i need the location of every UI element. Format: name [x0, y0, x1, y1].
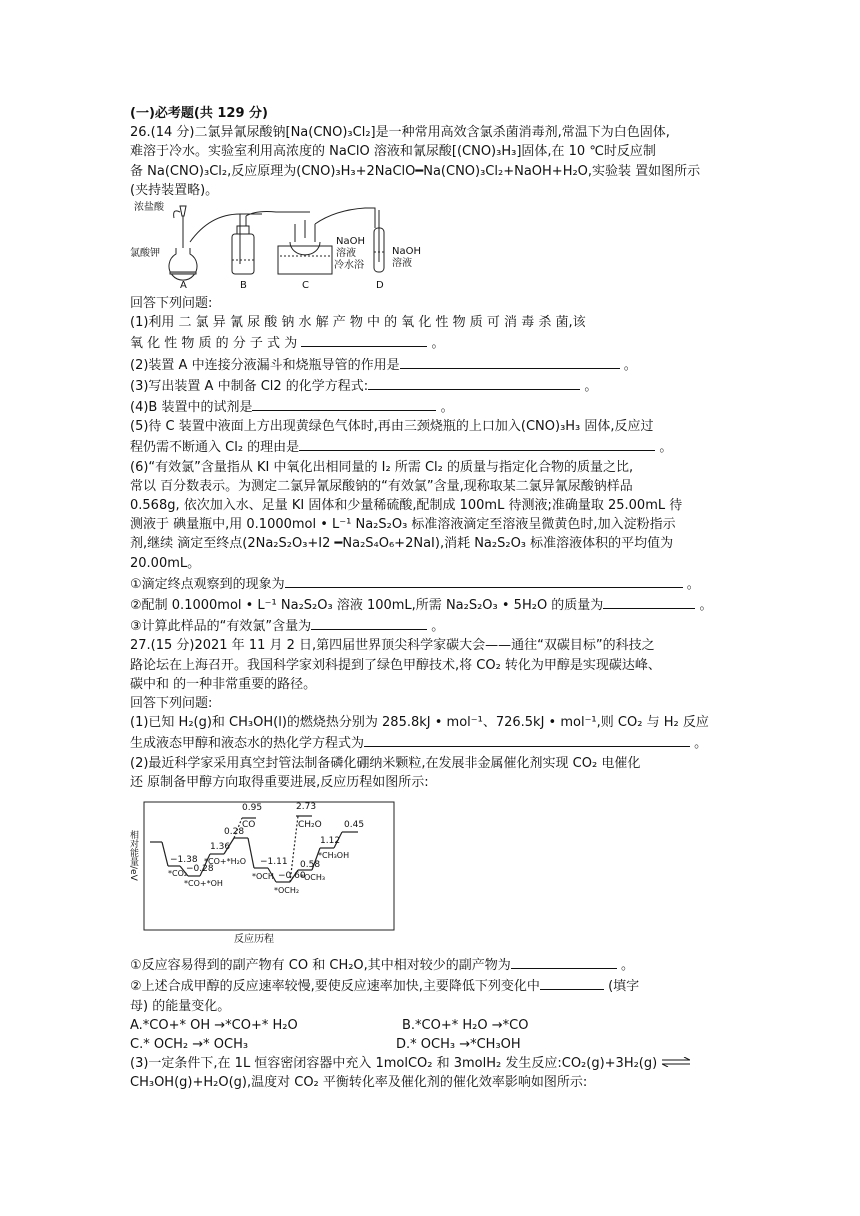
- q26-p6c: 0.568g, 依次加入水、足量 KI 固体和少量稀硫酸,配制成 100mL 待测液;准确量取 25.00mL 待: [130, 498, 683, 514]
- q26-p6d: 测液于 碘量瓶中,用 0.1000mol • L⁻¹ Na₂S₂O₃ 标准溶液滴定至溶液呈微黄色时,加入淀粉指示: [130, 517, 676, 533]
- lbl-112: 1.12: [320, 836, 341, 847]
- label-A: A: [180, 280, 187, 292]
- q26-answer-intro: 回答下列问题:: [130, 296, 213, 312]
- ylabel: 相对能量/eV: [128, 830, 138, 881]
- lbl-och2: *OCH₂: [274, 886, 300, 896]
- q26-line-3: 备 Na(CNO)₃Cl₂,反应原理为(CNO)₃H₃+2NaClO━Na(CNO)₃Cl₂+NaOH+H₂O,实验装 置如图所示: [130, 163, 701, 179]
- label-hcl: 浓盐酸: [134, 202, 164, 214]
- q27-p3b: CH₃OH(g)+H₂O(g),温度对 CO₂ 平衡转化率及催化剂的催化效率影响如图所示:: [130, 1075, 588, 1091]
- q26-p3: [130, 375, 730, 396]
- q26-p1a: (1)利用 二 氯 异 氰 尿 酸 钠 水 解 产 物 中 的 氧 化 性 物 质 可 消 毒 杀 菌,该: [130, 315, 586, 331]
- q26-p1b-end: 。: [431, 336, 445, 352]
- q26-p5b-end: 。: [659, 440, 673, 456]
- q26-p4-end: 。: [440, 400, 454, 416]
- option-b[interactable]: B.*CO+* H₂O →*CO: [402, 1017, 529, 1033]
- q27-line-2: 路论坛在上海召开。我国科学家刘科提到了绿色甲醇技术,将 CO₂ 转化为甲醇是实现碳达峰、: [130, 657, 661, 673]
- q27-p1b: [130, 732, 730, 753]
- q27-p1b-end: 。: [694, 736, 708, 752]
- q26-s2-text: ②配制 0.1000mol • L⁻¹ Na₂S₂O₃ 溶液 100mL,所需 Na₂S₂O₃ • 5H₂O 的质量为: [130, 598, 604, 614]
- q27-p2b: 还 原制备甲醇方向取得重要进展,反应历程如图所示:: [130, 774, 429, 790]
- answer-blank-2[interactable]: [400, 354, 620, 369]
- q26-p3-text: (3)写出装置 A 中制备 Cl2 的化学方程式:: [130, 378, 369, 394]
- answer-blank-5[interactable]: [299, 436, 655, 451]
- q26-s1-end: 。: [686, 576, 700, 592]
- q26-p6a: (6)“有效氯”含量指从 KI 中氧化出相同量的 I₂ 所需 Cl₂ 的质量与指定化合物的质量之比,: [130, 459, 634, 475]
- q26-line-1: 26.(14 分)二氯异氰尿酸钠[Na(CNO)₃Cl₂]是一种常用高效含氯杀菌消毒剂,常温下为白色固体,: [130, 125, 670, 141]
- answer-blank-9[interactable]: [364, 732, 690, 747]
- answer-blank-6[interactable]: [285, 573, 683, 588]
- section-title: (一)必考题(共 129 分): [130, 106, 268, 121]
- q27-p2-s1: [130, 954, 730, 975]
- separatory-funnel-icon: [180, 206, 186, 216]
- options-row-1: [130, 1016, 730, 1035]
- lbl-136: 1.36: [210, 842, 231, 853]
- lbl-045: 0.45: [344, 820, 365, 831]
- q26-p6b: 常以 百分数表示。为测定二氯异氰尿酸钠的“有效氯”含量,现称取某二氯异氰尿酸钠样品: [130, 478, 633, 494]
- label-naoh-c2: 溶液: [336, 248, 356, 260]
- equilibrium-arrow-icon: [661, 1054, 691, 1073]
- q27-p2-s2a-end: (填字: [608, 979, 640, 995]
- answer-blank-10[interactable]: [511, 954, 617, 969]
- q26-s3: [130, 615, 730, 636]
- energy-diagram: [130, 800, 500, 950]
- apparatus-drawing: [130, 202, 430, 294]
- q27-line-3: 碳中和 的一种非常重要的路径。: [130, 676, 317, 692]
- q26-s1-text: ①滴定终点观察到的现象为: [130, 576, 285, 592]
- q26-line-2: 难溶于冷水。实验室利用高浓度的 NaClO 溶液和氰尿酸[(CNO)₃H₃]固体,在 10 ℃时反应制: [130, 144, 656, 160]
- three-neck-flask-icon: [290, 242, 320, 255]
- lbl-095: 0.95: [242, 803, 263, 814]
- q27-p2-s1-text: ①反应容易得到的副产物有 CO 和 CH₂O,其中相对较少的副产物为: [130, 958, 511, 974]
- q27-p3a: [130, 1054, 730, 1073]
- q26-p6f: 20.00mL。: [130, 555, 201, 571]
- label-naoh-c1: NaOH: [336, 236, 365, 248]
- lbl-co2: *CO₂: [168, 869, 188, 879]
- q27-p2-s2b: 母) 的能量变化。: [130, 998, 231, 1014]
- lbl-och: *OCH: [252, 872, 274, 882]
- q27-p2a: (2)最近科学家采用真空封管法制备磷化硼纳米颗粒,在发展非金属催化剂实现 CO₂ 电催化: [130, 755, 641, 771]
- label-naoh-d2: 溶液: [392, 258, 412, 270]
- xlabel: 反应历程: [234, 934, 274, 946]
- lbl-m111: −1.11: [260, 857, 288, 868]
- gas-washing-bottle-icon: [232, 234, 254, 274]
- q26-p6e: 剂,继续 滴定至终点(2Na₂S₂O₃+I2 ━Na₂S₄O₆+2NaI),消耗 Na₂S₂O₃ 标准溶液体积的平均值为: [130, 536, 674, 552]
- label-kclo3: 氯酸钾: [130, 248, 160, 260]
- answer-blank-11[interactable]: [540, 975, 604, 990]
- option-a[interactable]: A.*CO+* OH →*CO+* H₂O: [130, 1017, 298, 1033]
- label-C: C: [302, 280, 309, 292]
- q26-s1: [130, 573, 730, 594]
- options-row-2: [130, 1035, 730, 1054]
- q26-p1b: [130, 332, 730, 353]
- lbl-och3: *OCH₃: [300, 873, 326, 883]
- lbl-m138: −1.38: [170, 855, 198, 866]
- q26-p2-text: (2)装置 A 中连接分液漏斗和烧瓶导管的作用是: [130, 357, 400, 373]
- q27-p2-s2a-text: ②上述合成甲醇的反应速率较慢,要使反应速率加快,主要降低下列变化中: [130, 979, 540, 995]
- q26-p5a: (5)待 C 装置中液面上方出现黄绿色气体时,再由三颈烧瓶的上口加入(CNO)₃H₃ 固体,反应过: [130, 419, 654, 435]
- lbl-m060: −0.60: [278, 871, 306, 882]
- answer-blank-3[interactable]: [368, 375, 580, 390]
- q27-p1a: (1)已知 H₂(g)和 CH₃OH(l)的燃烧热分别为 285.8kJ • mol⁻¹、726.5kJ • mol⁻¹,则 CO₂ 与 H₂ 反应: [130, 715, 709, 731]
- q26-p4-text: (4)B 装置中的试剂是: [130, 400, 253, 416]
- q26-line-4: (夹持装置略)。: [130, 182, 219, 198]
- label-cold-bath: 冷水浴: [334, 260, 364, 272]
- answer-blank-7[interactable]: [603, 594, 695, 609]
- lbl-028: 0.28: [224, 827, 245, 838]
- label-B: B: [240, 280, 247, 292]
- q27-p3a-text: (3)一定条件下,在 1L 恒容密闭容器中充入 1molCO₂ 和 3molH₂ 发生反应:CO₂(g)+3H₂(g): [130, 1056, 658, 1072]
- answer-blank-1[interactable]: [301, 332, 427, 347]
- lbl-ch2o: CH₂O: [298, 820, 322, 831]
- lbl-co-oh: *CO+*OH: [184, 879, 223, 889]
- lbl-058: 0.58: [300, 860, 321, 871]
- exam-page: [130, 104, 730, 1093]
- q26-p5b: [130, 436, 730, 457]
- q27-answer-intro: 回答下列问题:: [130, 696, 213, 712]
- q26-p4: [130, 396, 730, 417]
- lbl-co-h2o: *CO+*H₂O: [204, 857, 247, 867]
- answer-blank-8[interactable]: [311, 615, 427, 630]
- q26-s2: [130, 594, 730, 615]
- answer-blank-4[interactable]: [252, 396, 436, 411]
- q26-p3-end: 。: [584, 378, 598, 394]
- q26-p1b-text: 氧 化 性 物 质 的 分 子 式 为: [130, 336, 298, 352]
- q26-s2-end: 。: [699, 598, 713, 614]
- label-naoh-d1: NaOH: [392, 246, 421, 258]
- q27-p1b-text: 生成液态甲醇和液态水的热化学方程式为: [130, 736, 365, 752]
- lbl-m028: −0.28: [186, 864, 214, 875]
- lbl-273: 2.73: [296, 802, 317, 813]
- q26-s3-end: 。: [431, 619, 445, 635]
- cold-water-bath-icon: [278, 246, 332, 274]
- round-flask-icon: [169, 248, 197, 280]
- q26-s3-text: ③计算此样品的“有效氯”含量为: [130, 619, 312, 635]
- q26-p2-end: 。: [623, 357, 637, 373]
- label-D: D: [376, 280, 384, 292]
- lbl-ch3oh: *CH₃OH: [318, 851, 350, 861]
- q27-p2-s2a: [130, 975, 730, 996]
- option-d[interactable]: D.* OCH₃ →*CH₃OH: [396, 1036, 521, 1052]
- q27-p2-s1-end: 。: [620, 958, 634, 974]
- q26-p2: [130, 354, 730, 375]
- q26-p5b-text: 程仍需不断通入 Cl₂ 的理由是: [130, 440, 300, 456]
- q27-line-1: 27.(15 分)2021 年 11 月 2 日,第四届世界顶尖科学家碳大会——通往“双碳目标”的科技之: [130, 638, 655, 654]
- lbl-co: CO: [242, 820, 256, 831]
- apparatus-figure: [130, 202, 430, 294]
- option-c[interactable]: C.* OCH₂ →* OCH₃: [130, 1036, 249, 1052]
